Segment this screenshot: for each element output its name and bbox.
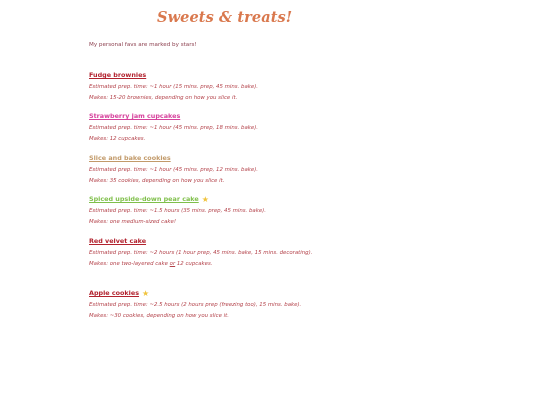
- recipe-yield-start: Makes: one two-layered cake: [89, 260, 170, 267]
- recipe-prep-time: Estimated prep. time: ~2.5 hours (2 hours prep (freezing too), 15 mins. bake).: [89, 302, 302, 308]
- recipe-yield: Makes: 12 cupcakes.: [89, 135, 146, 142]
- recipe-spiced-upside-down-pear-cake: [89, 186, 329, 227]
- recipe-strawberry-jam-cupcakes: [89, 103, 329, 144]
- recipe-red-velvet-cake: [89, 228, 329, 269]
- recipe-prep-time: Estimated prep. time: ~1 hour (15 mins. prep, 45 mins. bake).: [89, 84, 259, 90]
- recipe-yield: Makes: ~30 cookies, depending on how you slice it.: [89, 312, 229, 319]
- recipe-link-strawberry-jam-cupcakes[interactable]: Strawberry jam cupcakes: [89, 112, 181, 120]
- recipe-yield: Makes: 35 cookies, depending on how you slice it.: [89, 177, 225, 184]
- page-title: Sweets & treats!: [157, 9, 293, 26]
- recipe-yield: Makes: one medium-sized cake!: [89, 218, 177, 225]
- recipe-yield-end: 12 cupcakes.: [175, 260, 213, 267]
- recipe-yield-or: or: [169, 260, 176, 267]
- recipe-fudge-brownies: [89, 62, 329, 103]
- recipe-link-spiced-upside-down-pear-cake[interactable]: Spiced upside-down pear cake: [89, 195, 199, 203]
- recipe-prep-time: Estimated prep. time: ~1.5 hours (35 mins. prep, 45 mins. bake).: [89, 208, 266, 214]
- intro-text: My personal favs are marked by stars!: [89, 42, 197, 48]
- recipe-yield: Makes: 15-20 brownies, depending on how you slice it.: [89, 94, 238, 101]
- recipe-link-apple-cookies[interactable]: Apple cookies: [89, 289, 139, 297]
- recipe-yield: [89, 259, 329, 270]
- recipe-link-red-velvet-cake[interactable]: Red velvet cake: [89, 237, 147, 245]
- recipe-apple-cookies: [89, 280, 329, 321]
- recipe-prep-time: Estimated prep. time: ~2 hours (1 hour prep, 45 mins. bake, 15 mins. decorating).: [89, 250, 313, 256]
- recipe-link-fudge-brownies[interactable]: Fudge brownies: [89, 71, 147, 79]
- star-icon: ★: [142, 289, 150, 298]
- star-icon: ★: [201, 195, 209, 204]
- recipe-prep-time: Estimated prep. time: ~1 hour (45 mins. prep, 12 mins. bake).: [89, 167, 259, 173]
- recipe-link-slice-and-bake-cookies[interactable]: Slice and bake cookies: [89, 154, 171, 162]
- recipe-prep-time: Estimated prep. time: ~1 hour (45 mins. prep, 18 mins. bake).: [89, 125, 259, 131]
- recipe-slice-and-bake-cookies: [89, 145, 329, 186]
